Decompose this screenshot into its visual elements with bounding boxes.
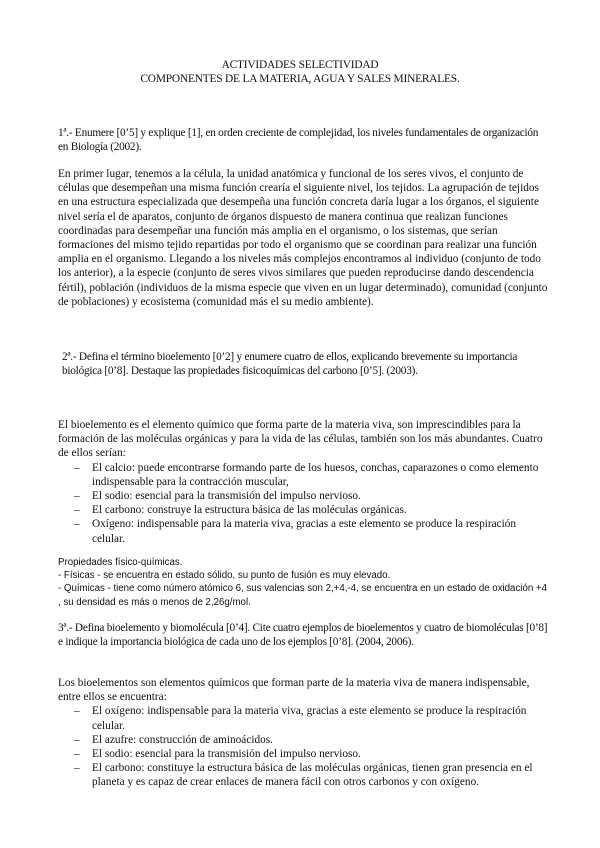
dash-bullet: – <box>74 733 80 746</box>
dash-bullet: – <box>74 461 80 474</box>
list-item: – El carbono: construye la estructura básica de las moléculas orgánicas. <box>74 504 407 517</box>
dash-bullet: – <box>74 705 80 718</box>
document-title <box>0 58 600 86</box>
title-line-2: COMPONENTES DE LA MATERIA, AGUA Y SALES MINERALES. <box>140 73 460 85</box>
answer-3-intro: Los bioelementos son elementos químicos que forman parte de la materia viva de manera indispensable, entre ellos se encuentra: <box>58 677 530 704</box>
answer-1: En primer lugar, tenemos a la célula, la unidad anatómica y funcional de los seres vivos, el conjunto de células que desempeñan una misma función crearía el siguiente nivel, los tejidos. La agrupación de tejidos en una estructura especializada que desempeña una función concreta daría lugar a los órganos, el siguiente nivel sería el de aparatos, conjunto de órganos dispuesto de manera continua que realizan funciones coordinadas para desempeñar una función más amplia en el organismo, o los sistemas, que serían formaciones del mismo tejido repartidas por todo el organismo que se coordinan para realizar una función amplia en el organismo. Llegando a los niveles más complejos encontramos al individuo (conjunto de todo los anterior), a la especie (conjunto de seres vivos similares que pueden reproducirse dando descendencia fértil), población (individuos de la misma especie que viven en un lugar determinado), comunidad (conjunto de poblaciones) y ecosistema (comunidad más el su medio ambiente). <box>58 168 548 308</box>
title-line-1: ACTIVIDADES SELECTIVIDAD <box>221 59 379 71</box>
dash-bullet: – <box>74 490 80 503</box>
list-item: – Oxígeno: indispensable para la materia viva, gracias a este elemento se produce la respiración celular. <box>74 518 517 545</box>
answer-3 <box>58 676 548 790</box>
properties-chemical: - Químicas - tiene como número atómico 6, sus valencias son 2,+4,-4, se encuentra en un estado de oxidación +4 , su densidad es más o menos de 2,26g/mol. <box>58 583 547 608</box>
list-item: – El azufre: construcción de aminoácidos. <box>74 733 273 746</box>
answer-2 <box>58 418 548 546</box>
question-3: 3ª.- Defina bioelemento y biomolécula [0’4]. Cite cuatro ejemplos de bioelementos y cuatro de biomoléculas [0’8] e indique la importancia biológica de cada uno de los ejemplos [0’8]. (2004, 2006). <box>58 622 548 649</box>
list-item: – El carbono: constituye la estructura básica de las moléculas orgánicas, tienen gran presencia en el planeta y es capaz de crear enlaces de manera fácil con otros carbonos y con oxígeno. <box>74 762 533 789</box>
bioelement-list-2 <box>58 461 548 546</box>
list-item: – El sodio: esencial para la transmisión del impulso nervioso. <box>74 748 361 761</box>
bioelement-list-3 <box>58 704 548 789</box>
dash-bullet: – <box>74 762 80 775</box>
list-item: – El calcio: puede encontrarse formando parte de los huesos, conchas, caparazones o como elemento indispensable para la contracción muscular, <box>74 461 539 488</box>
list-item: – El sodio: esencial para la transmisión del impulso nervioso. <box>74 490 361 503</box>
properties-physical: - Físicas - se encuentra en estado sólido, su punto de fusión es muy elevado. <box>58 570 391 582</box>
dash-bullet: – <box>74 518 80 531</box>
answer-2-intro: El bioelemento es el elemento químico que forma parte de la materia viva, son imprescindibles para la formación de las moléculas orgánicas y para la vida de las células, también son los más abundantes. Cuatro de ellos serían: <box>58 419 543 460</box>
question-1: 1ª.- Enumere [0’5] y explique [1], en orden creciente de complejidad, los niveles fundamentales de organización en Biología (2002). <box>58 127 539 154</box>
physicochemical-properties <box>58 556 548 609</box>
dash-bullet: – <box>74 504 80 517</box>
dash-bullet: – <box>74 748 80 761</box>
properties-title: Propiedades físico-químicas. <box>58 557 183 568</box>
list-item: – El oxígeno: indispensable para la materia viva, gracias a este elemento se produce la respiración celular. <box>74 705 527 732</box>
question-2: 2ª.- Defina el término bioelemento [0’2] y enumere cuatro de ellos, explicando brevemente su importancia biológica [0’8]. Destaque las propiedades fisicoquímicas del carbono [0’5]. (2003). <box>62 351 518 378</box>
